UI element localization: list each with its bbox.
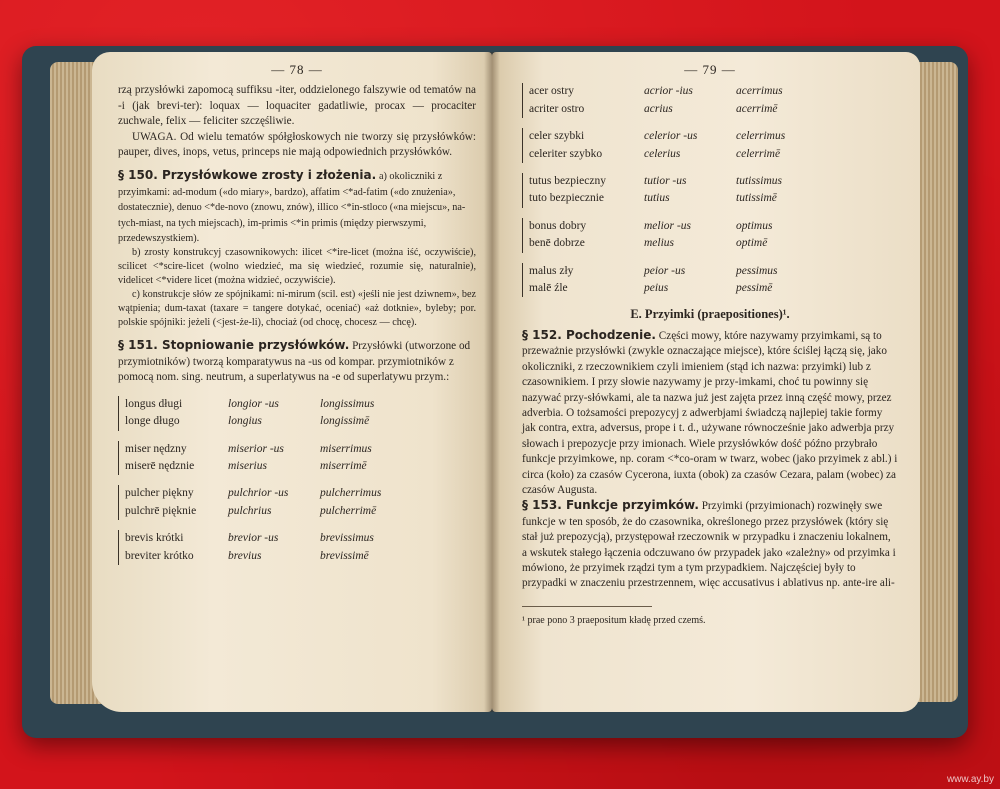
- table-cell-sup2: brevissimē: [320, 549, 369, 562]
- book-gutter: [484, 52, 500, 712]
- table-cell-pos: celer szybki: [522, 128, 644, 145]
- table-cell-comp2: brevius: [228, 549, 262, 562]
- table-row-gap: [118, 475, 420, 485]
- comparison-table-right: [522, 83, 898, 297]
- table-cell-sup1: brevissimus: [320, 532, 374, 545]
- table-cell-adv: acriter ostro: [522, 101, 644, 118]
- uwaga-note: UWAGA. Od wielu tematów spółgłoskowych nie tworzy się przysłówków: pauper, dives, inops, vetus, princeps nie mają odpowiednich przysłówków.: [118, 130, 476, 159]
- section-150-b: b) zrosty konstrukcyj czasownikowych: ilicet <*ire-licet (można iść, oczywiście), scilicet <*scire-licet (wolno wiedzieć, ma się wiedzieć, rozumie się, naturalnie), videlicet <*videre licet (można widzieć, oczywiście).: [118, 247, 476, 287]
- section-151-title: § 151. Stopniowanie przysłówków.: [118, 338, 350, 353]
- table-cell-sup1: celerrimus: [736, 130, 786, 143]
- table-cell-comp2: acrius: [644, 102, 673, 115]
- right-page: [492, 52, 920, 712]
- table-cell-comp1: brevior -us: [228, 532, 279, 545]
- table-cell-adv: longe długo: [118, 413, 228, 430]
- table-cell-comp1: pulchrior -us: [228, 487, 289, 500]
- table-cell-sup2: longissimē: [320, 415, 370, 428]
- table-cell-sup1: optimus: [736, 219, 773, 232]
- table-cell-comp2: melius: [644, 237, 675, 250]
- section-153-text: Przyimki (przyimionach) rozwinęły swe funkcje w ten sposób, że do czasownika, określonego przez przysłówek (który się stał już prepozycją), przystępował rzeczownik w przypadku i znaczeniu lokalnem, a wskutek stałego łączenia odczuwano ów przypadek jako «zależny» od przyimka i mówiono, że przyimek rządzi tym a tym przypadkiem. Najczęściej były to przypadki w znaczeniu przestrzennem, więc accusativus i ablativus np. ante-ire ali-: [522, 500, 896, 590]
- section-150-c: c) konstrukcje słów ze spójnikami: ni-mirum (scil. est) «jeśli nie jest dziwnem», bez wątpienia; dum-taxat (taxare = tangere dotykać, oceniać) «aż dotknie», byleby; por. polskie spójniki: jeżeli (<jest-że-li), chociaż (od chocę, chocesz — chcę).: [118, 289, 476, 329]
- section-152-text: Części mowy, które nazywamy przyimkami, są to przeważnie przysłówki (zwykle oznaczające miejsce), które ściślej łączą się, jako okoliczniki, z rzeczownikiem czyli imieniem (stąd ich nazwa: przyimki) lub z czasownikiem. I przy słowie nazywamy je przy-imkami, choć tu powinny się nazywać przy-słówkami, ale ta nazwa już jest zajęta przez inną część mowy, przez adverbia. O tożsamości prepozycyj z adwerbjami świadczą najlepiej takie formy jak contra, extra, adversus, prope i t. d., używane równocześnie jako adwerbja przy słowach i prepozycje przy imionach. Wiele przysłówków dość późno przybrało funkcje przyimkowe, np. coram <*co-oram w twarz, wobec (jako przyimek z abl.) i circa (koło) za czasów Cycerona, iuxta (obok) za czasów Cezara, palam (wobec) za czasów Augusta.: [522, 329, 898, 496]
- table-cell-adv: malē źle: [522, 280, 644, 297]
- table-cell-comp1: miserior -us: [228, 442, 284, 455]
- section-150-title: § 150. Przysłówkowe zrosty i złożenia.: [118, 168, 377, 183]
- page-number-79: — 79 —: [684, 62, 736, 77]
- section-153-title: § 153. Funkcje przyimków.: [522, 498, 699, 513]
- table-cell-adv: benē dobrze: [522, 235, 644, 252]
- table-cell-sup1: longissimus: [320, 397, 375, 410]
- table-cell-pos: tutus bezpieczny: [522, 173, 644, 190]
- page-number-78: — 78 —: [271, 62, 323, 77]
- table-row-gap: [118, 431, 420, 441]
- table-cell-comp2: pulchrius: [228, 504, 272, 517]
- table-cell-sup2: celerrimē: [736, 147, 781, 160]
- section-e-title: E. Przyimki (praepositiones)¹.: [630, 307, 790, 322]
- footnote-text: ¹ prae pono 3 praepositum kładę przed czemś.: [522, 614, 706, 626]
- table-cell-comp1: peior -us: [644, 264, 686, 277]
- table-row-gap: [522, 208, 836, 218]
- table-cell-comp2: celerius: [644, 147, 681, 160]
- footnote: [522, 606, 706, 628]
- table-row-gap: [522, 118, 836, 128]
- watermark-text: www.ay.by: [946, 774, 994, 785]
- table-cell-pos: acer ostry: [522, 83, 644, 100]
- table-cell-sup1: pulcherrimus: [320, 487, 382, 500]
- table-row-gap: [522, 163, 836, 173]
- table-cell-sup2: pessimē: [736, 282, 773, 295]
- table-cell-comp2: longius: [228, 415, 262, 428]
- intro-paragraph: rzą przysłówki zapomocą suffiksu -iter, oddzielonego falszywie od tematów na -i (jak brevi-ter): loquax — loquaciter gadatliwie, procax — procaciter zuchwale, felix — feliciter szczęśliwie.: [118, 84, 476, 128]
- table-cell-sup2: miserrimē: [320, 459, 367, 472]
- table-cell-comp2: miserius: [228, 459, 267, 472]
- table-cell-sup2: tutissimē: [736, 192, 777, 205]
- left-page: [92, 52, 492, 712]
- table-cell-comp1: acrior -ius: [644, 85, 693, 98]
- comparison-table-left: [118, 396, 476, 565]
- table-cell-pos: longus długi: [118, 396, 228, 413]
- table-cell-pos: malus zły: [522, 263, 644, 280]
- section-151-text: Przysłówki (utworzone od przymiotników) tworzą komparatywus na -us od kompar. przymiotników z pomocą nom. sing. neutrum, a superlatywus na -e od superlatywu przym.:: [118, 340, 471, 384]
- table-cell-sup1: acerrimus: [736, 85, 783, 98]
- table-cell-adv: breviter krótko: [118, 548, 228, 565]
- table-row-gap: [522, 253, 836, 263]
- table-cell-sup1: pessimus: [736, 264, 778, 277]
- table-cell-comp2: tutius: [644, 192, 670, 205]
- table-cell-comp1: celerior -us: [644, 130, 698, 143]
- table-cell-pos: brevis krótki: [118, 530, 228, 547]
- table-cell-comp1: longior -us: [228, 397, 279, 410]
- section-e-heading: [522, 307, 898, 323]
- table-cell-comp1: melior -us: [644, 219, 691, 232]
- table-cell-adv: pulchrē pięknie: [118, 503, 228, 520]
- table-cell-pos: bonus dobry: [522, 218, 644, 235]
- table-cell-pos: pulcher piękny: [118, 485, 228, 502]
- section-150-a: a) okoliczniki z przyimkami: ad-modum («do miary», bardzo), affatim <*ad-fatim («do znużenia», dostatecznie), denuo <*de-novo (znowu, znów), illico <*in-stloco («na miejscu», na-tych-miast, na tych miejscach), im-primis <*in primis (między pierwszymi, przedewszystkiem).: [118, 171, 466, 245]
- table-cell-pos: miser nędzny: [118, 441, 228, 458]
- table-cell-sup2: optimē: [736, 237, 768, 250]
- table-cell-adv: celeriter szybko: [522, 146, 644, 163]
- table-cell-sup1: tutissimus: [736, 175, 783, 188]
- table-cell-adv: miserē nędznie: [118, 458, 228, 475]
- table-cell-adv: tuto bezpiecznie: [522, 190, 644, 207]
- table-cell-comp1: tutior -us: [644, 175, 687, 188]
- table-cell-comp2: peius: [644, 282, 669, 295]
- table-cell-sup1: miserrimus: [320, 442, 372, 455]
- table-cell-sup2: acerrimē: [736, 102, 778, 115]
- table-cell-sup2: pulcherrimē: [320, 504, 377, 517]
- section-152-title: § 152. Pochodzenie.: [522, 327, 656, 342]
- table-row-gap: [118, 520, 420, 530]
